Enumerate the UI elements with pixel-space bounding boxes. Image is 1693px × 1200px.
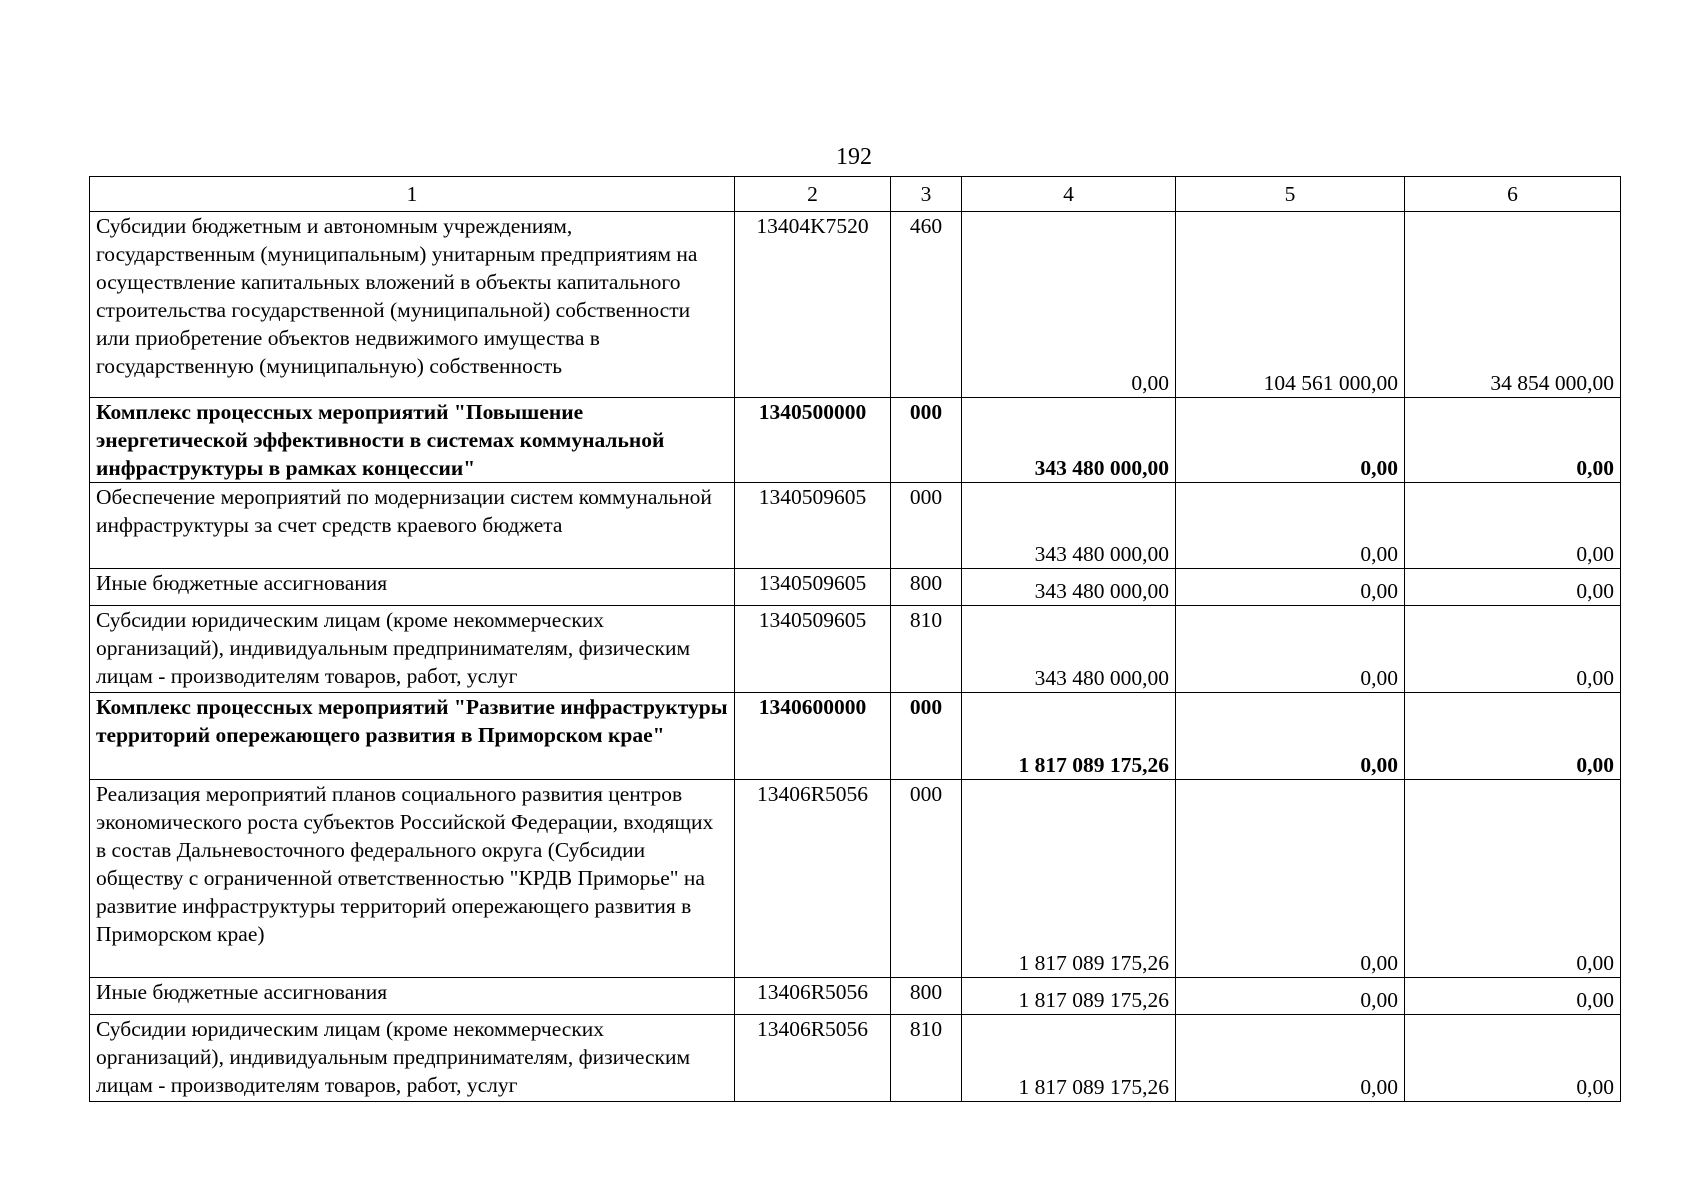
row-code: 13406R5056 xyxy=(735,780,891,978)
row-type: 810 xyxy=(891,606,962,693)
row-value-col5: 0,00 xyxy=(1176,978,1405,1015)
column-header-5: 5 xyxy=(1176,177,1405,212)
row-value-col6: 0,00 xyxy=(1405,780,1621,978)
row-name: Субсидии юридическим лицам (кроме некоммерческих организаций), индивидуальным предпринимателям, физическим лицам - производителям товаров, работ, услуг xyxy=(90,1015,735,1102)
row-code: 1340500000 xyxy=(735,398,891,483)
row-name: Иные бюджетные ассигнования xyxy=(90,569,735,606)
table-row xyxy=(90,606,1621,693)
row-value-col4: 343 480 000,00 xyxy=(962,606,1176,693)
row-value-col4: 0,00 xyxy=(962,212,1176,398)
row-type: 460 xyxy=(891,212,962,398)
row-code: 13406R5056 xyxy=(735,1015,891,1102)
row-name: Реализация мероприятий планов социального развития центров экономического роста субъектов Российской Федерации, входящих в состав Дальневосточного федерального округа (Субсидии обществу с ограниченной ответственностью "КРДВ Приморье" на развитие инфраструктуры территорий опережающего развития в Приморском крае) xyxy=(90,780,735,978)
column-header-4: 4 xyxy=(962,177,1176,212)
row-name: Иные бюджетные ассигнования xyxy=(90,978,735,1015)
row-type: 800 xyxy=(891,978,962,1015)
column-number-header-row xyxy=(90,177,1621,212)
row-code: 1340509605 xyxy=(735,483,891,569)
row-value-col5: 0,00 xyxy=(1176,1015,1405,1102)
row-name: Обеспечение мероприятий по модернизации систем коммунальной инфраструктуры за счет средств краевого бюджета xyxy=(90,483,735,569)
row-value-col6: 0,00 xyxy=(1405,1015,1621,1102)
row-value-col6: 34 854 000,00 xyxy=(1405,212,1621,398)
row-code: 13404K7520 xyxy=(735,212,891,398)
row-value-col5: 104 561 000,00 xyxy=(1176,212,1405,398)
row-name: Комплекс процессных мероприятий "Повышение энергетической эффективности в системах коммунальной инфраструктуры в рамках концессии" xyxy=(90,398,735,483)
budget-table xyxy=(89,176,1621,1102)
row-name: Комплекс процессных мероприятий "Развитие инфраструктуры территорий опережающего развития в Приморском крае" xyxy=(90,693,735,780)
row-value-col5: 0,00 xyxy=(1176,569,1405,606)
table-row xyxy=(90,569,1621,606)
column-header-2: 2 xyxy=(735,177,891,212)
row-value-col5: 0,00 xyxy=(1176,606,1405,693)
table-row xyxy=(90,780,1621,978)
row-value-col4: 343 480 000,00 xyxy=(962,483,1176,569)
table-row xyxy=(90,1015,1621,1102)
column-header-1: 1 xyxy=(90,177,735,212)
table-row xyxy=(90,483,1621,569)
row-value-col5: 0,00 xyxy=(1176,780,1405,978)
row-type: 800 xyxy=(891,569,962,606)
row-code: 1340509605 xyxy=(735,606,891,693)
row-value-col6: 0,00 xyxy=(1405,398,1621,483)
row-value-col5: 0,00 xyxy=(1176,398,1405,483)
page-number: 192 xyxy=(836,144,872,170)
table-row-section xyxy=(90,398,1621,483)
table-row xyxy=(90,978,1621,1015)
row-value-col4: 343 480 000,00 xyxy=(962,398,1176,483)
row-value-col6: 0,00 xyxy=(1405,693,1621,780)
row-value-col4: 1 817 089 175,26 xyxy=(962,978,1176,1015)
row-type: 000 xyxy=(891,483,962,569)
row-code: 1340509605 xyxy=(735,569,891,606)
row-code: 1340600000 xyxy=(735,693,891,780)
table-row-section xyxy=(90,693,1621,780)
row-value-col5: 0,00 xyxy=(1176,693,1405,780)
column-header-3: 3 xyxy=(891,177,962,212)
row-value-col6: 0,00 xyxy=(1405,978,1621,1015)
row-name: Субсидии юридическим лицам (кроме некоммерческих организаций), индивидуальным предпринимателям, физическим лицам - производителям товаров, работ, услуг xyxy=(90,606,735,693)
row-type: 810 xyxy=(891,1015,962,1102)
row-value-col4: 1 817 089 175,26 xyxy=(962,1015,1176,1102)
table-row xyxy=(90,212,1621,398)
row-code: 13406R5056 xyxy=(735,978,891,1015)
column-header-6: 6 xyxy=(1405,177,1621,212)
row-type: 000 xyxy=(891,780,962,978)
row-value-col6: 0,00 xyxy=(1405,569,1621,606)
row-value-col4: 1 817 089 175,26 xyxy=(962,693,1176,780)
row-name: Субсидии бюджетным и автономным учреждениям, государственным (муниципальным) унитарным предприятиям на осуществление капитальных вложений в объекты капитального строительства государственной (муниципальной) собственности или приобретение объектов недвижимого имущества в государственную (муниципальную) собственность xyxy=(90,212,735,398)
row-value-col4: 343 480 000,00 xyxy=(962,569,1176,606)
row-value-col6: 0,00 xyxy=(1405,483,1621,569)
row-value-col5: 0,00 xyxy=(1176,483,1405,569)
row-value-col6: 0,00 xyxy=(1405,606,1621,693)
row-type: 000 xyxy=(891,693,962,780)
row-type: 000 xyxy=(891,398,962,483)
row-value-col4: 1 817 089 175,26 xyxy=(962,780,1176,978)
